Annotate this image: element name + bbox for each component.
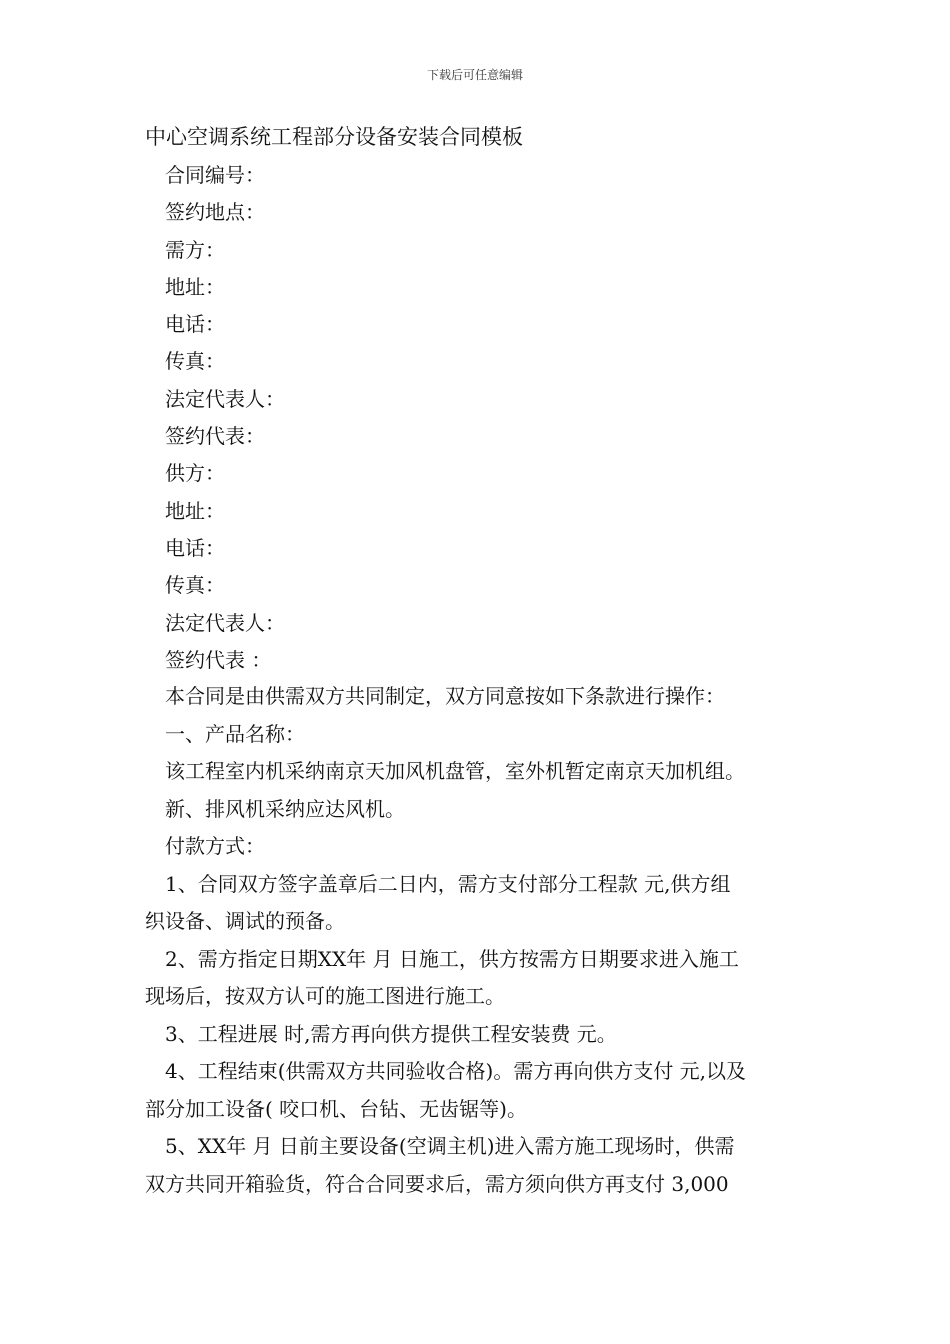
field-supplier-signing-rep: 签约代表 ： xyxy=(165,647,272,672)
field-supplier-fax: 传真： xyxy=(165,573,225,598)
payment-clause-4-line-2: 部分加工设备( 咬口机、台钻、无齿锯等)。 xyxy=(145,1096,527,1121)
field-buyer-signing-rep: 签约代表： xyxy=(165,424,265,449)
field-supplier-legal-rep: 法定代表人： xyxy=(165,610,285,635)
payment-clause-4 xyxy=(145,1053,810,1128)
field-contract-number: 合同编号： xyxy=(165,163,265,187)
field-supplier: 供方： xyxy=(165,461,225,486)
product-line-1: 该工程室内机采纳南京天加风机盘管，室外机暂定南京天加机组。 xyxy=(165,759,745,783)
payment-clause-3 xyxy=(145,1016,810,1054)
field-buyer-legal-rep: 法定代表人： xyxy=(165,386,285,411)
payment-clause-2 xyxy=(145,941,810,1016)
intro-paragraph: 本合同是由供需双方共同制定，双方同意按如下条款进行操作： xyxy=(165,684,725,708)
document-title: 中心空调系统工程部分设备安装合同模板 xyxy=(145,125,523,149)
payment-clause-5-line-2: 双方共同开箱验货，符合合同要求后，需方须向供方再支付 3,000 xyxy=(145,1171,729,1196)
payment-clause-3-line-1: 3、工程进展 时,需方再向供方提供工程安装费 元。 xyxy=(165,1021,617,1046)
payment-clause-1 xyxy=(145,866,810,941)
field-buyer: 需方： xyxy=(165,237,225,262)
payment-clause-2-line-2: 现场后，按双方认可的施工图进行施工。 xyxy=(145,984,505,1008)
contract-body xyxy=(145,678,810,1203)
page-header: 下载后可任意编辑 xyxy=(426,68,523,82)
field-signing-place: 签约地点： xyxy=(165,200,265,225)
payment-clause-2-line-1: 2、需方指定日期XX年 月 日施工，供方按需方日期要求进入施工 xyxy=(165,946,739,971)
payment-clause-1-line-1: 1、合同双方签字盖章后二日内，需方支付部分工程款 元,供方组 xyxy=(165,871,731,896)
section-heading-payment: 付款方式： xyxy=(165,834,265,858)
field-buyer-fax: 传真： xyxy=(165,349,225,374)
contract-field-list xyxy=(165,157,285,679)
product-line-2: 新、排风机采纳应达风机。 xyxy=(165,796,405,821)
field-supplier-phone: 电话： xyxy=(165,535,225,560)
payment-clause-5 xyxy=(145,1128,810,1203)
payment-clause-1-line-2: 织设备、调试的预备。 xyxy=(145,909,345,933)
payment-clause-4-line-1: 4、工程结束(供需双方共同验收合格)。需方再向供方支付 元,以及 xyxy=(165,1059,747,1083)
section-heading-product: 一、产品名称： xyxy=(165,721,305,746)
field-buyer-address: 地址： xyxy=(165,274,225,299)
payment-clause-5-line-1: 5、XX年 月 日前主要设备(空调主机)进入需方施工现场时，供需 xyxy=(165,1134,735,1158)
field-supplier-address: 地址： xyxy=(165,498,225,523)
field-buyer-phone: 电话： xyxy=(165,312,225,337)
